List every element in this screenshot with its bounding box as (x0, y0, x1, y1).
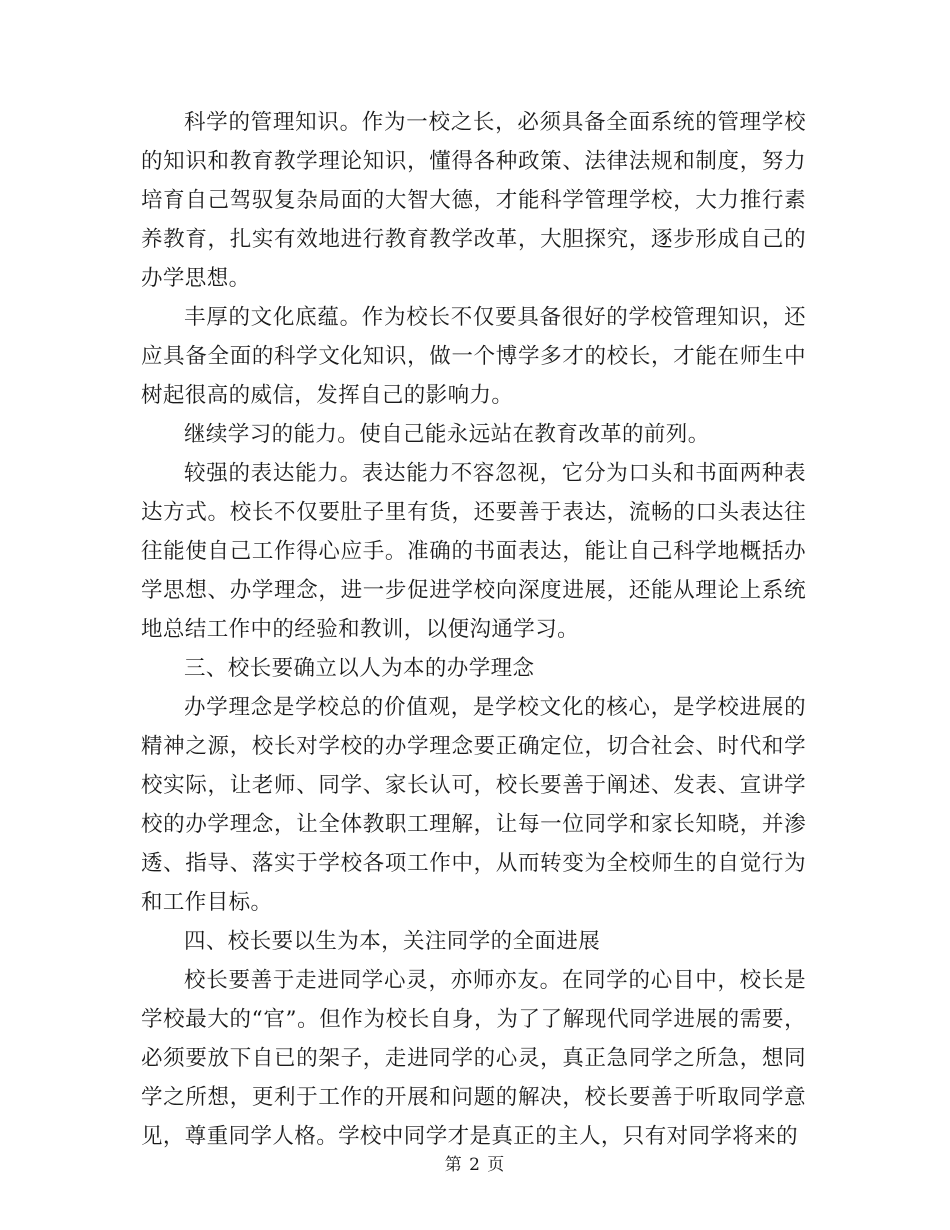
section-heading-three: 三、校长要确立以人为本的办学理念 (184, 656, 535, 681)
paragraph-continuous-learning: 继续学习的能力。使自己能永远站在教育改革的前列。 (184, 422, 710, 447)
paragraph-student-focus: 校长要善于走进同学心灵，亦师亦友。在同学的心目中，校长是学校最大的“官”。但作为校长自身，为了了解现代同学进展的需要，必须要放下自已的架子，走进同学的心灵，真正急同学之所急，想同学之所想，更利于工作的开展和问题的解决，校长要善于听取同学意见，尊重同学人格。学校中同学才是真正的主人，只有对同学将来的 (141, 968, 806, 1149)
section-heading-four: 四、校长要以生为本，关注同学的全面进展 (184, 929, 601, 954)
document-body (141, 103, 806, 1156)
paragraph-cultural-foundation: 丰厚的文化底蕴。作为校长不仅要具备很好的学校管理知识，还应具备全面的科学文化知识，做一个博学多才的校长，才能在师生中树起很高的威信，发挥自己的影响力。 (141, 305, 806, 408)
paragraph-school-philosophy: 办学理念是学校总的价值观，是学校文化的核心，是学校进展的精神之源，校长对学校的办学理念要正确定位，切合社会、时代和学校实际，让老师、同学、家长认可，校长要善于阐述、发表、宣讲学校的办学理念，让全体教职工理解，让每一位同学和家长知晓，并渗透、指导、落实于学校各项工作中，从而转变为全校师生的自觉行为和工作目标。 (141, 695, 806, 915)
paragraph-expression-ability: 较强的表达能力。表达能力不容忽视，它分为口头和书面两种表达方式。校长不仅要肚子里有货，还要善于表达，流畅的口头表达往往能使自己工作得心应手。准确的书面表达，能让自己科学地概括办学思想、办学理念，进一步促进学校向深度进展，还能从理论上系统地总结工作中的经验和教训，以便沟通学习。 (141, 461, 806, 642)
page-number: 第 2 页 (444, 1155, 506, 1175)
paragraph-management-knowledge: 科学的管理知识。作为一校之长，必须具备全面系统的管理学校的知识和教育教学理论知识，懂得各种政策、法律法规和制度，努力培育自己驾驭复杂局面的大智大德，才能科学管理学校，大力推行素养教育，扎实有效地进行教育教学改革，大胆探究，逐步形成自己的办学思想。 (141, 110, 806, 291)
